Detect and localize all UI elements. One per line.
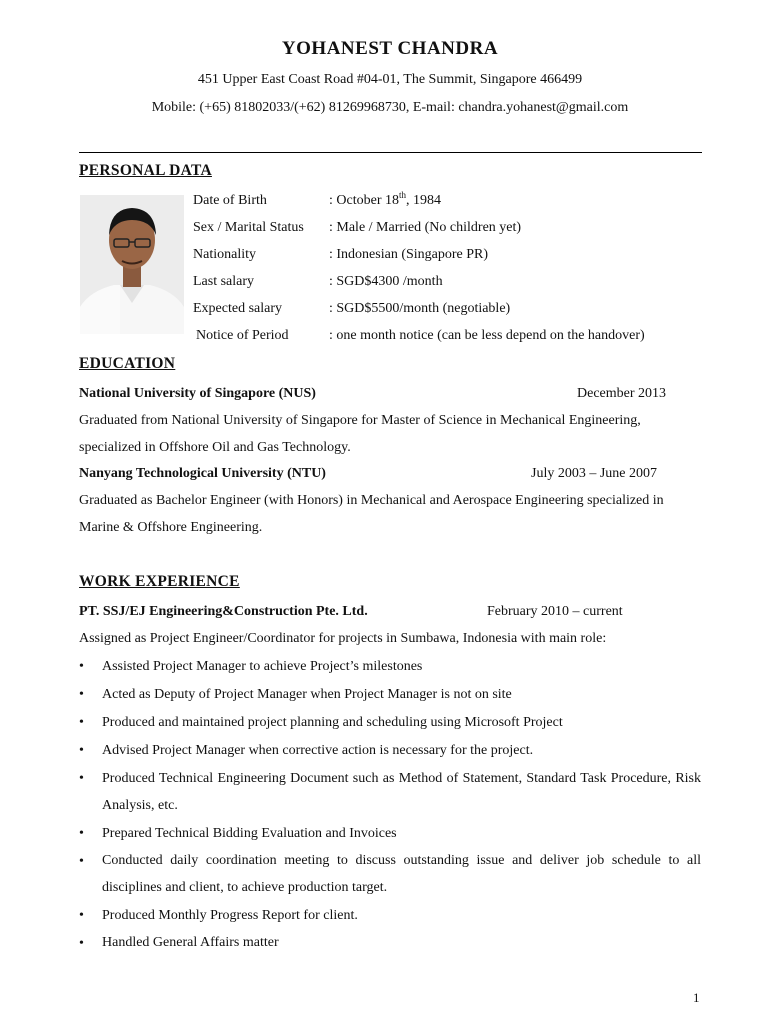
list-item: Prepared Technical Bidding Evaluation and Invoices bbox=[102, 826, 397, 841]
list-item: Advised Project Manager when corrective action is necessary for the project. bbox=[102, 743, 534, 758]
profile-photo bbox=[80, 195, 184, 334]
nationality-label: Nationality bbox=[193, 247, 256, 262]
bullet-icon: • bbox=[79, 743, 84, 758]
bullet-icon: • bbox=[79, 715, 84, 730]
expected-salary-label: Expected salary bbox=[193, 301, 283, 316]
bullet-icon: • bbox=[79, 936, 84, 951]
nationality-value: : Indonesian (Singapore PR) bbox=[329, 247, 489, 262]
last-salary-label: Last salary bbox=[193, 274, 255, 289]
bullet-icon: • bbox=[79, 908, 84, 923]
dob-label: Date of Birth bbox=[193, 193, 267, 208]
list-item: Produced Monthly Progress Report for client. bbox=[102, 908, 358, 923]
list-item: Produced and maintained project planning and scheduling using Microsoft Project bbox=[102, 715, 563, 730]
nus-description: Graduated from National University of Singapore for Master of Science in Mechanical Engineering, specialized in Offshore Oil and Gas Technology. bbox=[79, 413, 641, 455]
resume-name: YOHANEST CHANDRA bbox=[281, 38, 499, 59]
page-number: 1 bbox=[693, 990, 700, 1005]
notice-period-value: : one month notice (can be less depend on the handover) bbox=[329, 328, 645, 343]
work-date: February 2010 – current bbox=[487, 604, 623, 619]
notice-period-label: Notice of Period bbox=[196, 328, 289, 343]
work-intro: Assigned as Project Engineer/Coordinator for projects in Sumbawa, Indonesia with main role: bbox=[79, 631, 607, 646]
person-photo-icon bbox=[80, 195, 184, 334]
address-line: 451 Upper East Coast Road #04-01, The Summit, Singapore 466499 bbox=[197, 72, 583, 87]
bullet-icon: • bbox=[79, 659, 84, 674]
list-item: Conducted daily coordination meeting to discuss outstanding issue and deliver job schedule to all disciplines and client, to achieve production target. bbox=[102, 853, 701, 895]
header-divider bbox=[79, 152, 702, 153]
nus-school: National University of Singapore (NUS) bbox=[79, 386, 316, 401]
list-item: Assisted Project Manager to achieve Project’s milestones bbox=[102, 659, 423, 674]
list-item: Handled General Affairs matter bbox=[102, 935, 279, 950]
list-item: Produced Technical Engineering Document such as Method of Statement, Standard Task Procedure, Risk Analysis, etc. bbox=[102, 771, 701, 813]
dob-value: : October 18th, 1984 bbox=[329, 190, 441, 208]
work-experience-heading: WORK EXPERIENCE bbox=[79, 573, 240, 590]
contact-line: Mobile: (+65) 81802033/(+62) 81269968730, E-mail: chandra.yohanest@gmail.com bbox=[151, 100, 629, 115]
ntu-school: Nanyang Technological University (NTU) bbox=[79, 466, 326, 481]
sex-marital-label: Sex / Marital Status bbox=[193, 220, 304, 235]
last-salary-value: : SGD$4300 /month bbox=[329, 274, 443, 289]
nus-date: December 2013 bbox=[577, 386, 667, 401]
education-heading: EDUCATION bbox=[79, 355, 176, 372]
sex-marital-value: : Male / Married (No children yet) bbox=[329, 220, 522, 235]
bullet-icon: • bbox=[79, 826, 84, 841]
list-item: Acted as Deputy of Project Manager when Project Manager is not on site bbox=[102, 687, 512, 702]
expected-salary-value: : SGD$5500/month (negotiable) bbox=[329, 301, 511, 316]
ntu-description: Graduated as Bachelor Engineer (with Honors) in Mechanical and Aerospace Engineering specialized in Marine & Offshore Engineering. bbox=[79, 493, 664, 535]
bullet-icon: • bbox=[79, 771, 84, 786]
ntu-date: July 2003 – June 2007 bbox=[531, 466, 657, 481]
bullet-icon: • bbox=[79, 854, 84, 869]
company-name: PT. SSJ/EJ Engineering&Construction Pte. Ltd. bbox=[79, 604, 368, 619]
personal-data-heading: PERSONAL DATA bbox=[79, 162, 212, 179]
bullet-icon: • bbox=[79, 687, 84, 702]
